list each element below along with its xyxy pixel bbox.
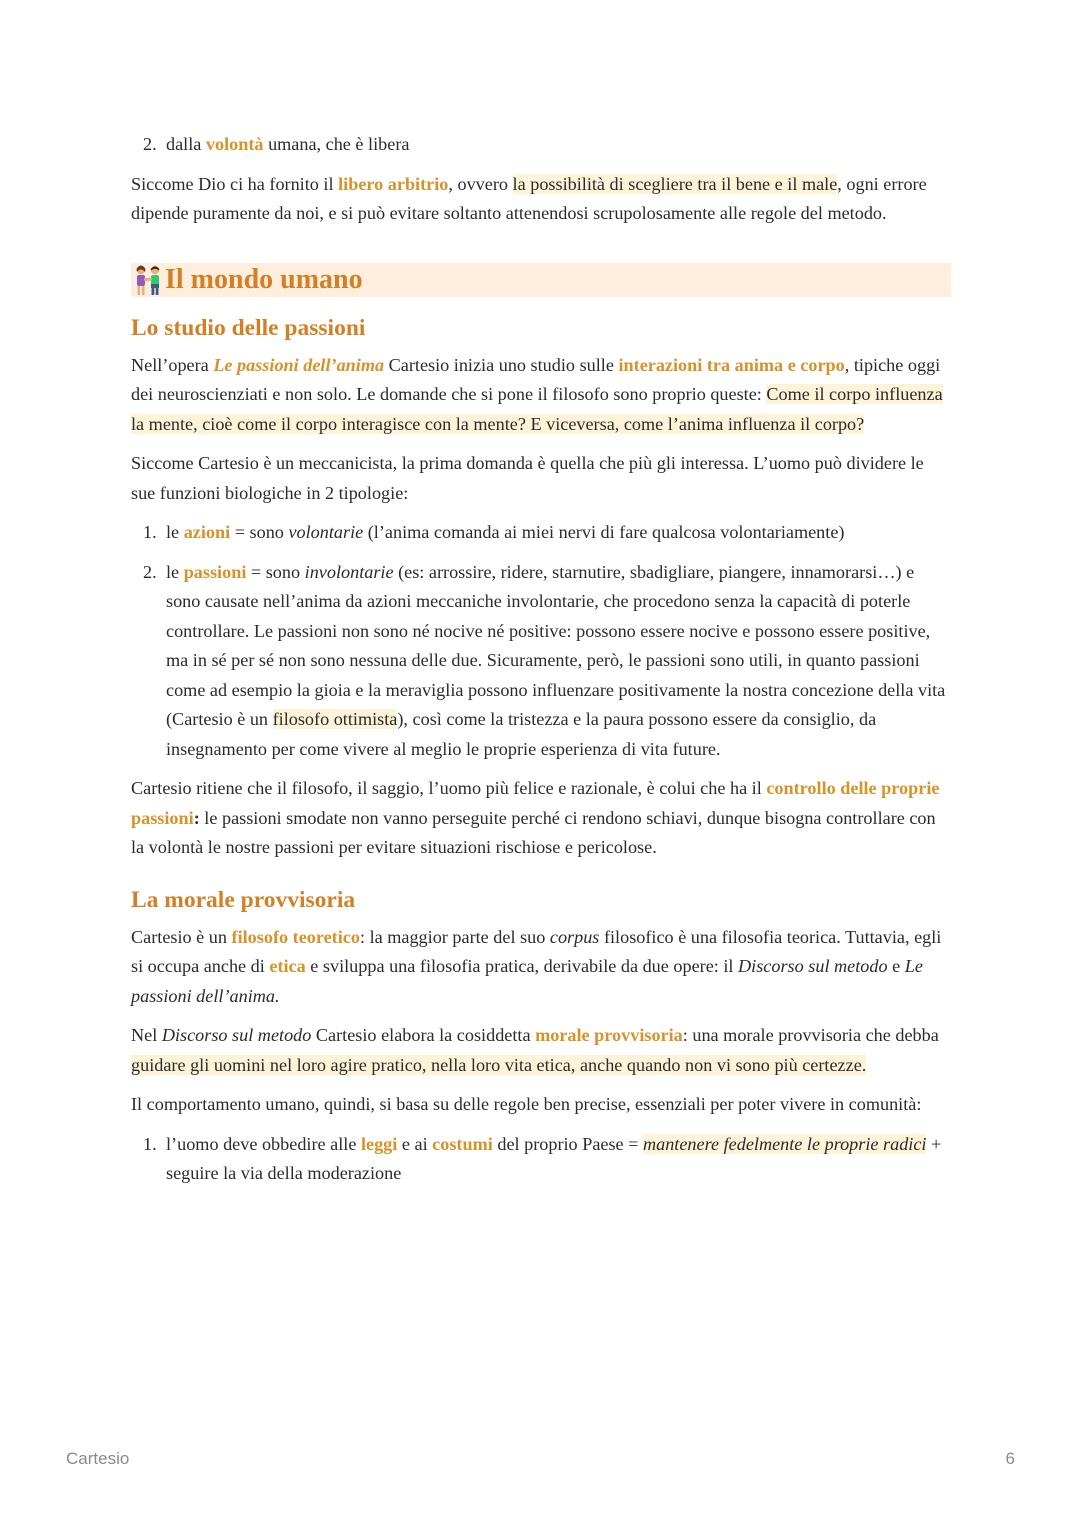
document-body: [131, 130, 951, 1199]
people-holding-hands-icon: [131, 263, 165, 297]
highlight: guidare gli uomini nel loro agire pratico, nella loro vita etica, anche quando non vi sono più certezze.: [131, 1054, 867, 1075]
paragraph-meccanicista: Siccome Cartesio è un meccanicista, la prima domanda è quella che più gli interessa. L’uomo può dividere le sue funzioni biologiche in 2 tipologie:: [131, 453, 924, 503]
top-list: [131, 130, 951, 160]
keyword: etica: [269, 956, 306, 976]
list-item: 1. l’uomo deve obbedire alle leggi e ai costumi del proprio Paese = mantenere fedelmente le proprie radici + seguire la via della moderazione: [131, 1130, 951, 1189]
list-item: 1. le azioni = sono volontarie (l’anima comanda ai miei nervi di fare qualcosa volontariamente): [131, 518, 951, 548]
highlight: la possibilità di scegliere tra il bene e il male: [512, 173, 838, 194]
list-item: 2. dalla volontà umana, che è libera: [131, 130, 951, 160]
keyword: passioni: [183, 561, 247, 582]
keyword: morale provvisoria: [535, 1025, 683, 1045]
list-number: 2.: [143, 134, 157, 154]
list-number: 1.: [143, 522, 157, 542]
highlight: Come il corpo influenza la mente, cioè come il corpo interagisce con la mente? E viceversa, come l’anima influenza il corpo?: [131, 384, 943, 434]
keyword: volontà: [205, 134, 264, 154]
list-number: 1.: [143, 1133, 157, 1154]
list-number: 2.: [143, 561, 157, 582]
keyword: Le passioni dell’anima: [213, 354, 385, 375]
page-number: 6: [1005, 1449, 1015, 1468]
footer-title: Cartesio: [66, 1449, 130, 1468]
keyword: leggi: [360, 1133, 398, 1154]
keyword: libero arbitrio: [338, 173, 449, 194]
subsection-title-morale: La morale provvisoria: [131, 886, 356, 913]
paragraph-libero-arbitrio: Siccome Dio ci ha fornito il libero arbitrio, ovvero la possibilità di scegliere tra il bene e il male, ogni errore dipende puramente da noi, e si può evitare soltanto attenendosi scrupolosamente alle regole del metodo.: [131, 173, 927, 223]
keyword: controllo delle proprie passioni: [131, 778, 940, 828]
keyword: interazioni tra anima e corpo: [618, 354, 845, 375]
keyword: filosofo teoretico: [231, 926, 360, 947]
list-item: 2. le passioni = sono involontarie (es: arrossire, ridere, starnutire, sbadigliare, piangere, innamorarsi…) e sono causate nell’anima da azioni meccaniche involontarie, che procedono senza la capacità di poterle controllare. Le passioni non sono né nocive né positive: possono essere nocive e possono essere positive, ma in sé per sé non sono nessuna delle due. Sicuramente, però, le passioni sono utili, in quanto passioni come ad esempio la gioia e la meraviglia possono influenzare positivamente la nostra concezione della vita (Cartesio è un filosofo ottimista), così come la tristezza e la paura possono essere da consiglio, da insegnamento per come vivere al meglio le proprie esperienza di vita future.: [131, 558, 951, 765]
paragraph-teoretico: Cartesio è un filosofo teoretico: la maggior parte del suo corpus filosofico è una filosofia teorica. Tuttavia, egli si occupa anche di etica e sviluppa una filosofia pratica, derivabile da due opere: il Discorso sul metodo e Le passioni dell’anima.: [131, 926, 942, 1006]
paragraph-discorso: Nel Discorso sul metodo Cartesio elabora la cosiddetta morale provvisoria: una morale provvisoria che debba guidare gli uomini nel loro agire pratico, nella loro vita etica, anche quando non vi sono più certezze.: [131, 1025, 939, 1075]
keyword: azioni: [183, 522, 231, 542]
paragraph-comportamento: Il comportamento umano, quindi, si basa su delle regole ben precise, essenziali per poter vivere in comunità:: [131, 1094, 922, 1114]
subsection-title-passioni: Lo studio delle passioni: [131, 314, 366, 341]
functions-list: [131, 518, 951, 764]
paragraph-controllo: Cartesio ritiene che il filosofo, il saggio, l’uomo più felice e razionale, è colui che ha il controllo delle proprie passioni: le passioni smodate non vanno perseguite perché ci rendono schiavi, dunque bisogna controllare con la volontà le nostre passioni per evitare situazioni rischiose e pericolose.: [131, 778, 940, 857]
section-title: Il mondo umano: [165, 263, 363, 295]
highlight: filosofo ottimista: [272, 709, 398, 729]
highlight: mantenere fedelmente le proprie radici: [642, 1133, 927, 1154]
keyword: costumi: [432, 1133, 493, 1154]
paragraph-opera: Nell’opera Le passioni dell’anima Cartesio inizia uno studio sulle interazioni tra anima e corpo, tipiche oggi dei neuroscienziati e non solo. Le domande che si pone il filosofo sono proprio queste: Come il corpo influenza la mente, cioè come il corpo interagisce con la mente? E viceversa, come l’anima influenza il corpo?: [131, 354, 943, 434]
section-heading: [131, 263, 951, 297]
rules-list: [131, 1130, 951, 1189]
